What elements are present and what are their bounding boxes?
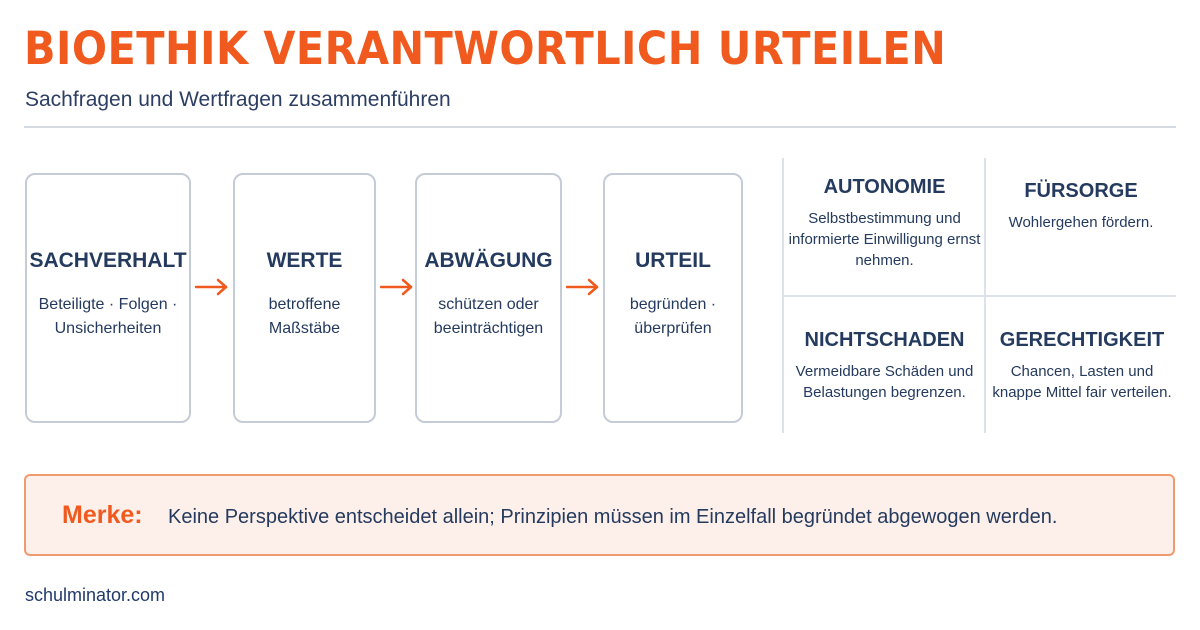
arrow-right-icon <box>566 278 600 296</box>
principle-gerechtigkeit <box>988 327 1176 403</box>
grid-divider <box>782 295 1176 297</box>
step-title: WERTE <box>266 249 343 272</box>
step-urteil <box>603 173 743 423</box>
principle-fuersorge <box>988 178 1174 233</box>
principle-description: Vermeidbare Schäden und Belastungen begrenzen. <box>795 363 974 401</box>
arrow-right-icon <box>380 278 414 296</box>
step-title: SACHVERHALT <box>29 249 187 272</box>
step-description: begründen · überprüfen <box>629 296 717 337</box>
step-title: ABWÄGUNG <box>424 249 553 272</box>
page-title: BIOETHIK VERANTWORTLICH URTEILEN <box>24 22 947 75</box>
header-divider <box>24 126 1176 128</box>
note-text: Keine Perspektive entscheidet allein; Prinzipien müssen im Einzelfall begründet abgewogen werden. <box>168 506 1058 528</box>
page-subtitle: Sachfragen und Wertfragen zusammenführen <box>25 88 451 111</box>
step-description: betroffene Maßstäbe <box>268 296 341 337</box>
step-sachverhalt <box>25 173 191 423</box>
step-title: URTEIL <box>635 249 711 272</box>
footer-site: schulminator.com <box>25 585 166 605</box>
step-description: Beteiligte · Folgen · Unsicherheiten <box>38 296 178 337</box>
principle-nichtschaden <box>788 327 981 403</box>
principle-title: AUTONOMIE <box>823 176 946 198</box>
arrow-right-icon <box>195 278 229 296</box>
principle-title: GERECHTIGKEIT <box>999 329 1165 351</box>
step-description: schützen oder beeinträchtigen <box>433 296 544 337</box>
principle-title: NICHTSCHADEN <box>804 329 965 351</box>
principle-description: Wohlergehen fördern. <box>1008 214 1154 231</box>
note-label: Merke: <box>62 501 143 529</box>
step-werte <box>233 173 376 423</box>
principle-description: Chancen, Lasten und knappe Mittel fair verteilen. <box>992 363 1172 401</box>
principle-autonomie <box>788 174 981 271</box>
principles-grid <box>782 158 1176 433</box>
principle-description: Selbstbestimmung und informierte Einwilligung ernst nehmen. <box>788 210 981 269</box>
step-abwaegung <box>415 173 562 423</box>
note-box <box>24 474 1175 556</box>
principle-title: FÜRSORGE <box>1024 180 1138 202</box>
